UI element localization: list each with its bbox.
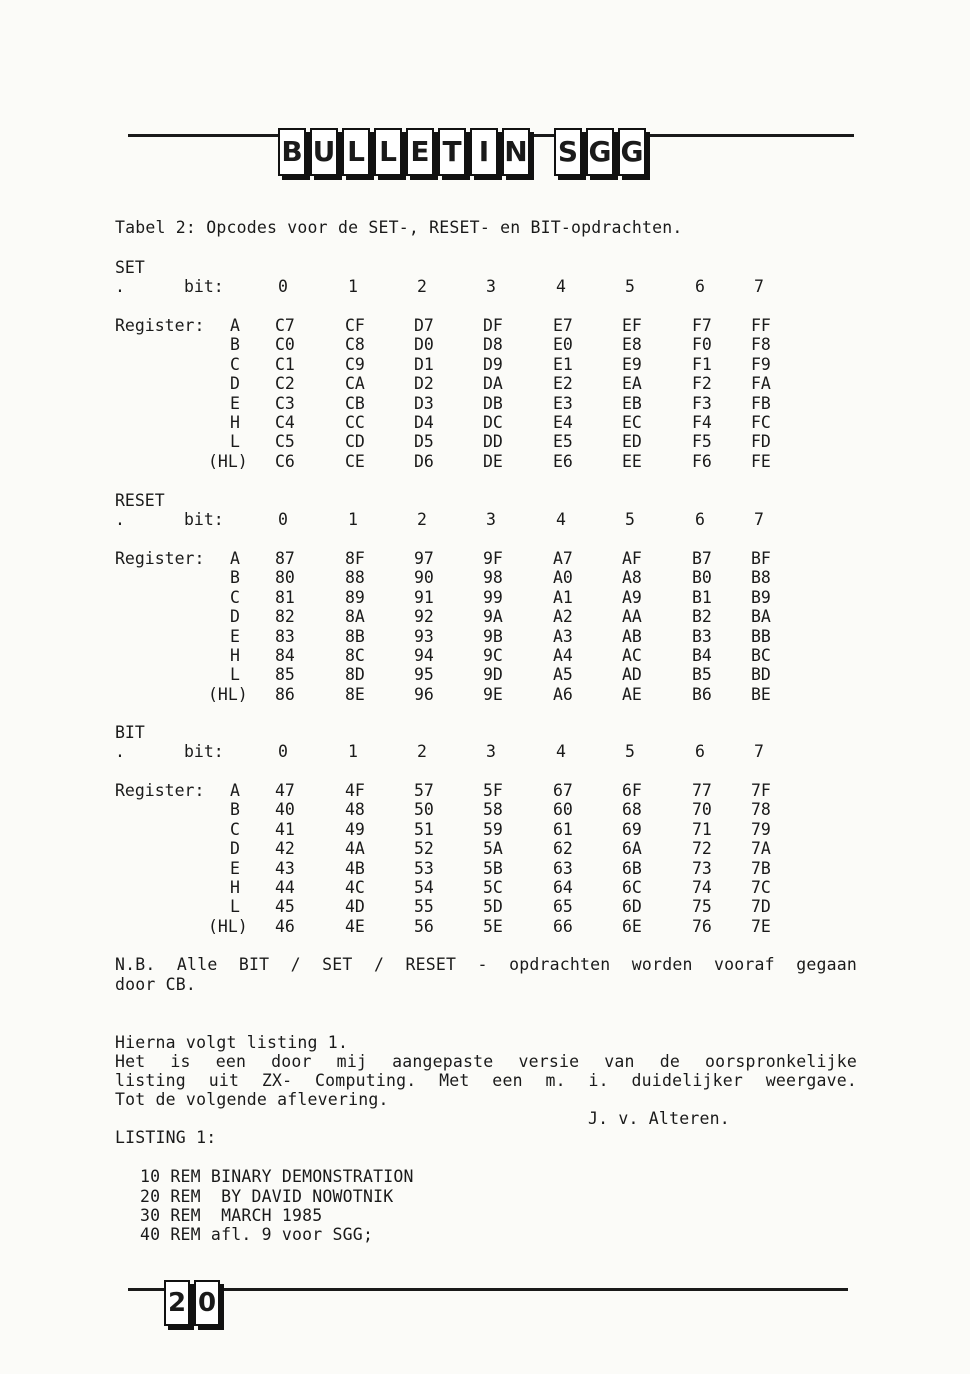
opcode-cell: AE [622, 685, 642, 704]
opcode-cell: 8E [345, 685, 365, 704]
masthead-letter: I [470, 128, 498, 176]
opcode-cell: AB [622, 627, 642, 646]
opcode-cell: 65 [553, 897, 573, 916]
opcode-cell: D3 [414, 394, 434, 413]
bit-number: 2 [417, 742, 427, 761]
opcode-cell: B9 [751, 588, 771, 607]
opcode-cell: 70 [692, 800, 712, 819]
opcode-cell: 92 [414, 607, 434, 626]
opcode-cell: 67 [553, 781, 573, 800]
register-name: E [230, 394, 240, 413]
opcode-cell: FD [751, 432, 771, 451]
note-line: N.B. Alle BIT / SET / RESET - opdrachten worden vooraf gegaan [115, 955, 857, 974]
register-name: C [230, 820, 240, 839]
opcode-cell: 91 [414, 588, 434, 607]
opcode-cell: C9 [345, 355, 365, 374]
opcode-cell: 42 [275, 839, 295, 858]
opcode-cell: 43 [275, 859, 295, 878]
opcode-cell: 9D [483, 665, 503, 684]
bit-label: bit: [184, 277, 224, 296]
register-name: B [230, 568, 240, 587]
opcode-cell: 59 [483, 820, 503, 839]
bit-number: 4 [556, 277, 566, 296]
opcode-cell: CE [345, 452, 365, 471]
intro-line: listing uit ZX- Computing. Met een m. i. duidelijker weergave. [115, 1071, 857, 1090]
opcode-cell: B1 [692, 588, 712, 607]
opcode-cell: DD [483, 432, 503, 451]
page-number-digit: 0 [194, 1280, 220, 1326]
register-name: A [230, 781, 240, 800]
opcode-cell: E2 [553, 374, 573, 393]
bit-number: 5 [625, 742, 635, 761]
note-line: door CB. [115, 975, 197, 994]
opcode-cell: B8 [751, 568, 771, 587]
opcode-cell: 95 [414, 665, 434, 684]
opcode-cell: 83 [275, 627, 295, 646]
opcode-cell: 52 [414, 839, 434, 858]
bit-number: 3 [486, 277, 496, 296]
opcode-cell: 5E [483, 917, 503, 936]
opcode-cell: C8 [345, 335, 365, 354]
opcode-cell: DA [483, 374, 503, 393]
opcode-cell: C1 [275, 355, 295, 374]
opcode-cell: 71 [692, 820, 712, 839]
opcode-cell: 6E [622, 917, 642, 936]
opcode-cell: D7 [414, 316, 434, 335]
register-label: Register: [115, 549, 205, 568]
bit-number: 5 [625, 277, 635, 296]
opcode-cell: CB [345, 394, 365, 413]
opcode-cell: C3 [275, 394, 295, 413]
footer-rule [128, 1288, 848, 1291]
register-name: H [230, 413, 240, 432]
opcode-cell: B6 [692, 685, 712, 704]
opcode-cell: A6 [553, 685, 573, 704]
opcode-cell: 8C [345, 646, 365, 665]
opcode-cell: F1 [692, 355, 712, 374]
opcode-cell: 85 [275, 665, 295, 684]
bit-number: 1 [348, 277, 358, 296]
opcode-cell: BC [751, 646, 771, 665]
opcode-cell: EB [622, 394, 642, 413]
opcode-cell: 4E [345, 917, 365, 936]
register-name: H [230, 878, 240, 897]
register-name: D [230, 839, 240, 858]
opcode-cell: CF [345, 316, 365, 335]
opcode-cell: 48 [345, 800, 365, 819]
opcode-cell: FE [751, 452, 771, 471]
opcode-cell: 74 [692, 878, 712, 897]
opcode-cell: 9F [483, 549, 503, 568]
opcode-cell: ED [622, 432, 642, 451]
opcode-cell: A0 [553, 568, 573, 587]
opcode-cell: 7B [751, 859, 771, 878]
section-title: SET [115, 258, 145, 277]
opcode-cell: 8D [345, 665, 365, 684]
opcode-cell: 45 [275, 897, 295, 916]
opcode-cell: 63 [553, 859, 573, 878]
register-name: (HL) [208, 685, 248, 704]
opcode-cell: 47 [275, 781, 295, 800]
opcode-cell: 75 [692, 897, 712, 916]
opcode-cell: BF [751, 549, 771, 568]
opcode-cell: 98 [483, 568, 503, 587]
opcode-cell: 88 [345, 568, 365, 587]
opcode-cell: 81 [275, 588, 295, 607]
bit-number: 0 [278, 277, 288, 296]
opcode-cell: DF [483, 316, 503, 335]
opcode-cell: 7A [751, 839, 771, 858]
masthead-letter: G [586, 128, 614, 176]
opcode-cell: 64 [553, 878, 573, 897]
opcode-cell: E3 [553, 394, 573, 413]
opcode-cell: FF [751, 316, 771, 335]
masthead-letter: E [406, 128, 434, 176]
opcode-cell: C0 [275, 335, 295, 354]
register-name: A [230, 316, 240, 335]
opcode-cell: E4 [553, 413, 573, 432]
opcode-cell: 78 [751, 800, 771, 819]
register-name: C [230, 355, 240, 374]
opcode-cell: 77 [692, 781, 712, 800]
listing-line: 30 REM MARCH 1985 [140, 1206, 323, 1225]
bit-number: 3 [486, 742, 496, 761]
masthead-logo [278, 128, 650, 176]
masthead-letter: N [502, 128, 530, 176]
opcode-cell: D5 [414, 432, 434, 451]
bit-number: 1 [348, 742, 358, 761]
opcode-cell: 7E [751, 917, 771, 936]
page-number-digit: 2 [164, 1280, 190, 1326]
opcode-cell: AF [622, 549, 642, 568]
opcode-cell: CD [345, 432, 365, 451]
opcode-cell: C4 [275, 413, 295, 432]
opcode-cell: 51 [414, 820, 434, 839]
register-name: D [230, 374, 240, 393]
bit-row-dot: . [115, 277, 125, 296]
opcode-cell: 55 [414, 897, 434, 916]
opcode-cell: DB [483, 394, 503, 413]
register-name: H [230, 646, 240, 665]
bit-number: 7 [754, 277, 764, 296]
opcode-cell: A8 [622, 568, 642, 587]
opcode-cell: D2 [414, 374, 434, 393]
opcode-cell: C5 [275, 432, 295, 451]
opcode-cell: DC [483, 413, 503, 432]
opcode-cell: FC [751, 413, 771, 432]
opcode-cell: 97 [414, 549, 434, 568]
table-caption: Tabel 2: Opcodes voor de SET-, RESET- en BIT-opdrachten. [115, 218, 683, 237]
opcode-cell: B4 [692, 646, 712, 665]
bit-label: bit: [184, 742, 224, 761]
opcode-cell: 56 [414, 917, 434, 936]
opcode-cell: F6 [692, 452, 712, 471]
opcode-cell: A4 [553, 646, 573, 665]
opcode-cell: 5B [483, 859, 503, 878]
opcode-cell: E8 [622, 335, 642, 354]
opcode-cell: EC [622, 413, 642, 432]
opcode-cell: F3 [692, 394, 712, 413]
opcode-cell: 7F [751, 781, 771, 800]
opcode-cell: 40 [275, 800, 295, 819]
opcode-cell: 54 [414, 878, 434, 897]
bit-number: 7 [754, 742, 764, 761]
opcode-cell: 73 [692, 859, 712, 878]
opcode-cell: 68 [622, 800, 642, 819]
opcode-cell: AA [622, 607, 642, 626]
opcode-cell: 76 [692, 917, 712, 936]
opcode-cell: 94 [414, 646, 434, 665]
opcode-cell: F5 [692, 432, 712, 451]
opcode-cell: 9E [483, 685, 503, 704]
masthead-letter: L [342, 128, 370, 176]
intro-line: Hierna volgt listing 1. [115, 1033, 349, 1052]
register-label: Register: [115, 316, 205, 335]
opcode-cell: 9B [483, 627, 503, 646]
opcode-cell: 4A [345, 839, 365, 858]
opcode-cell: FB [751, 394, 771, 413]
opcode-cell: 60 [553, 800, 573, 819]
opcode-cell: A7 [553, 549, 573, 568]
bit-number: 5 [625, 510, 635, 529]
opcode-cell: D1 [414, 355, 434, 374]
page-number [164, 1280, 224, 1326]
opcode-cell: F0 [692, 335, 712, 354]
register-name: L [230, 665, 240, 684]
listing-heading: LISTING 1: [115, 1128, 217, 1147]
opcode-cell: 87 [275, 549, 295, 568]
bit-number: 4 [556, 742, 566, 761]
opcode-cell: CC [345, 413, 365, 432]
masthead-letter: L [374, 128, 402, 176]
opcode-cell: D6 [414, 452, 434, 471]
opcode-cell: A5 [553, 665, 573, 684]
opcode-cell: F7 [692, 316, 712, 335]
opcode-cell: 66 [553, 917, 573, 936]
opcode-cell: 46 [275, 917, 295, 936]
opcode-cell: E1 [553, 355, 573, 374]
opcode-cell: 8B [345, 627, 365, 646]
opcode-cell: 6A [622, 839, 642, 858]
opcode-cell: 4F [345, 781, 365, 800]
opcode-cell: AC [622, 646, 642, 665]
opcode-cell: E7 [553, 316, 573, 335]
opcode-cell: B3 [692, 627, 712, 646]
opcode-cell: 9C [483, 646, 503, 665]
masthead-letter: U [310, 128, 338, 176]
register-name: L [230, 432, 240, 451]
opcode-cell: 7C [751, 878, 771, 897]
signature: J. v. Alteren. [588, 1109, 730, 1128]
bit-label: bit: [184, 510, 224, 529]
section-title: RESET [115, 491, 165, 510]
opcode-cell: 82 [275, 607, 295, 626]
opcode-cell: FA [751, 374, 771, 393]
register-name: B [230, 335, 240, 354]
bit-number: 3 [486, 510, 496, 529]
opcode-cell: F8 [751, 335, 771, 354]
opcode-cell: 41 [275, 820, 295, 839]
opcode-cell: 62 [553, 839, 573, 858]
opcode-cell: 6D [622, 897, 642, 916]
register-name: L [230, 897, 240, 916]
masthead-letter: T [438, 128, 466, 176]
opcode-cell: 8A [345, 607, 365, 626]
opcode-cell: AD [622, 665, 642, 684]
bit-number: 6 [695, 510, 705, 529]
bit-number: 2 [417, 510, 427, 529]
opcode-cell: 72 [692, 839, 712, 858]
opcode-cell: A3 [553, 627, 573, 646]
opcode-cell: D8 [483, 335, 503, 354]
opcode-cell: D0 [414, 335, 434, 354]
opcode-cell: 9A [483, 607, 503, 626]
bit-number: 0 [278, 510, 288, 529]
opcode-cell: DE [483, 452, 503, 471]
listing-line: 40 REM afl. 9 voor SGG; [140, 1225, 374, 1244]
opcode-cell: EA [622, 374, 642, 393]
opcode-cell: C6 [275, 452, 295, 471]
register-label: Register: [115, 781, 205, 800]
register-name: (HL) [208, 452, 248, 471]
opcode-cell: F4 [692, 413, 712, 432]
bit-number: 4 [556, 510, 566, 529]
opcode-cell: 8F [345, 549, 365, 568]
opcode-cell: 99 [483, 588, 503, 607]
opcode-cell: B5 [692, 665, 712, 684]
opcode-cell: BA [751, 607, 771, 626]
section-title: BIT [115, 723, 145, 742]
opcode-cell: B0 [692, 568, 712, 587]
masthead-letter: B [278, 128, 306, 176]
register-name: (HL) [208, 917, 248, 936]
bit-number: 2 [417, 277, 427, 296]
opcode-cell: C2 [275, 374, 295, 393]
opcode-cell: E5 [553, 432, 573, 451]
intro-line: Tot de volgende aflevering. [115, 1090, 389, 1109]
opcode-cell: D9 [483, 355, 503, 374]
register-name: C [230, 588, 240, 607]
opcode-cell: E6 [553, 452, 573, 471]
opcode-cell: 80 [275, 568, 295, 587]
opcode-cell: 4C [345, 878, 365, 897]
opcode-cell: 44 [275, 878, 295, 897]
opcode-cell: B2 [692, 607, 712, 626]
opcode-cell: B7 [692, 549, 712, 568]
opcode-cell: 4B [345, 859, 365, 878]
bit-number: 1 [348, 510, 358, 529]
opcode-cell: 58 [483, 800, 503, 819]
opcode-cell: D4 [414, 413, 434, 432]
opcode-cell: 7D [751, 897, 771, 916]
opcode-cell: 5F [483, 781, 503, 800]
opcode-cell: 90 [414, 568, 434, 587]
register-name: B [230, 800, 240, 819]
opcode-cell: 5A [483, 839, 503, 858]
opcode-cell: 57 [414, 781, 434, 800]
opcode-cell: F9 [751, 355, 771, 374]
opcode-cell: CA [345, 374, 365, 393]
opcode-cell: BB [751, 627, 771, 646]
masthead-letter: S [554, 128, 582, 176]
opcode-cell: 84 [275, 646, 295, 665]
bit-row-dot: . [115, 510, 125, 529]
bit-number: 7 [754, 510, 764, 529]
bit-number: 6 [695, 277, 705, 296]
opcode-cell: EF [622, 316, 642, 335]
listing-line: 20 REM BY DAVID NOWOTNIK [140, 1187, 394, 1206]
opcode-cell: 86 [275, 685, 295, 704]
opcode-cell: 93 [414, 627, 434, 646]
opcode-cell: 96 [414, 685, 434, 704]
bit-number: 6 [695, 742, 705, 761]
intro-line: Het is een door mij aangepaste versie van de oorspronkelijke [115, 1052, 857, 1071]
register-name: E [230, 627, 240, 646]
opcode-cell: BD [751, 665, 771, 684]
opcode-cell: 5C [483, 878, 503, 897]
opcode-cell: 6B [622, 859, 642, 878]
bit-row-dot: . [115, 742, 125, 761]
opcode-cell: A2 [553, 607, 573, 626]
opcode-cell: 50 [414, 800, 434, 819]
opcode-cell: E0 [553, 335, 573, 354]
register-name: D [230, 607, 240, 626]
listing-line: 10 REM BINARY DEMONSTRATION [140, 1167, 414, 1186]
opcode-cell: F2 [692, 374, 712, 393]
register-name: E [230, 859, 240, 878]
opcode-cell: E9 [622, 355, 642, 374]
opcode-cell: C7 [275, 316, 295, 335]
opcode-cell: 5D [483, 897, 503, 916]
register-name: A [230, 549, 240, 568]
opcode-cell: 69 [622, 820, 642, 839]
opcode-cell: 89 [345, 588, 365, 607]
opcode-cell: 49 [345, 820, 365, 839]
opcode-cell: 4D [345, 897, 365, 916]
bit-number: 0 [278, 742, 288, 761]
opcode-cell: 6F [622, 781, 642, 800]
opcode-cell: A9 [622, 588, 642, 607]
opcode-cell: 79 [751, 820, 771, 839]
opcode-cell: BE [751, 685, 771, 704]
opcode-cell: 6C [622, 878, 642, 897]
opcode-cell: 61 [553, 820, 573, 839]
opcode-cell: 53 [414, 859, 434, 878]
opcode-cell: A1 [553, 588, 573, 607]
masthead-letter: G [618, 128, 646, 176]
opcode-cell: EE [622, 452, 642, 471]
